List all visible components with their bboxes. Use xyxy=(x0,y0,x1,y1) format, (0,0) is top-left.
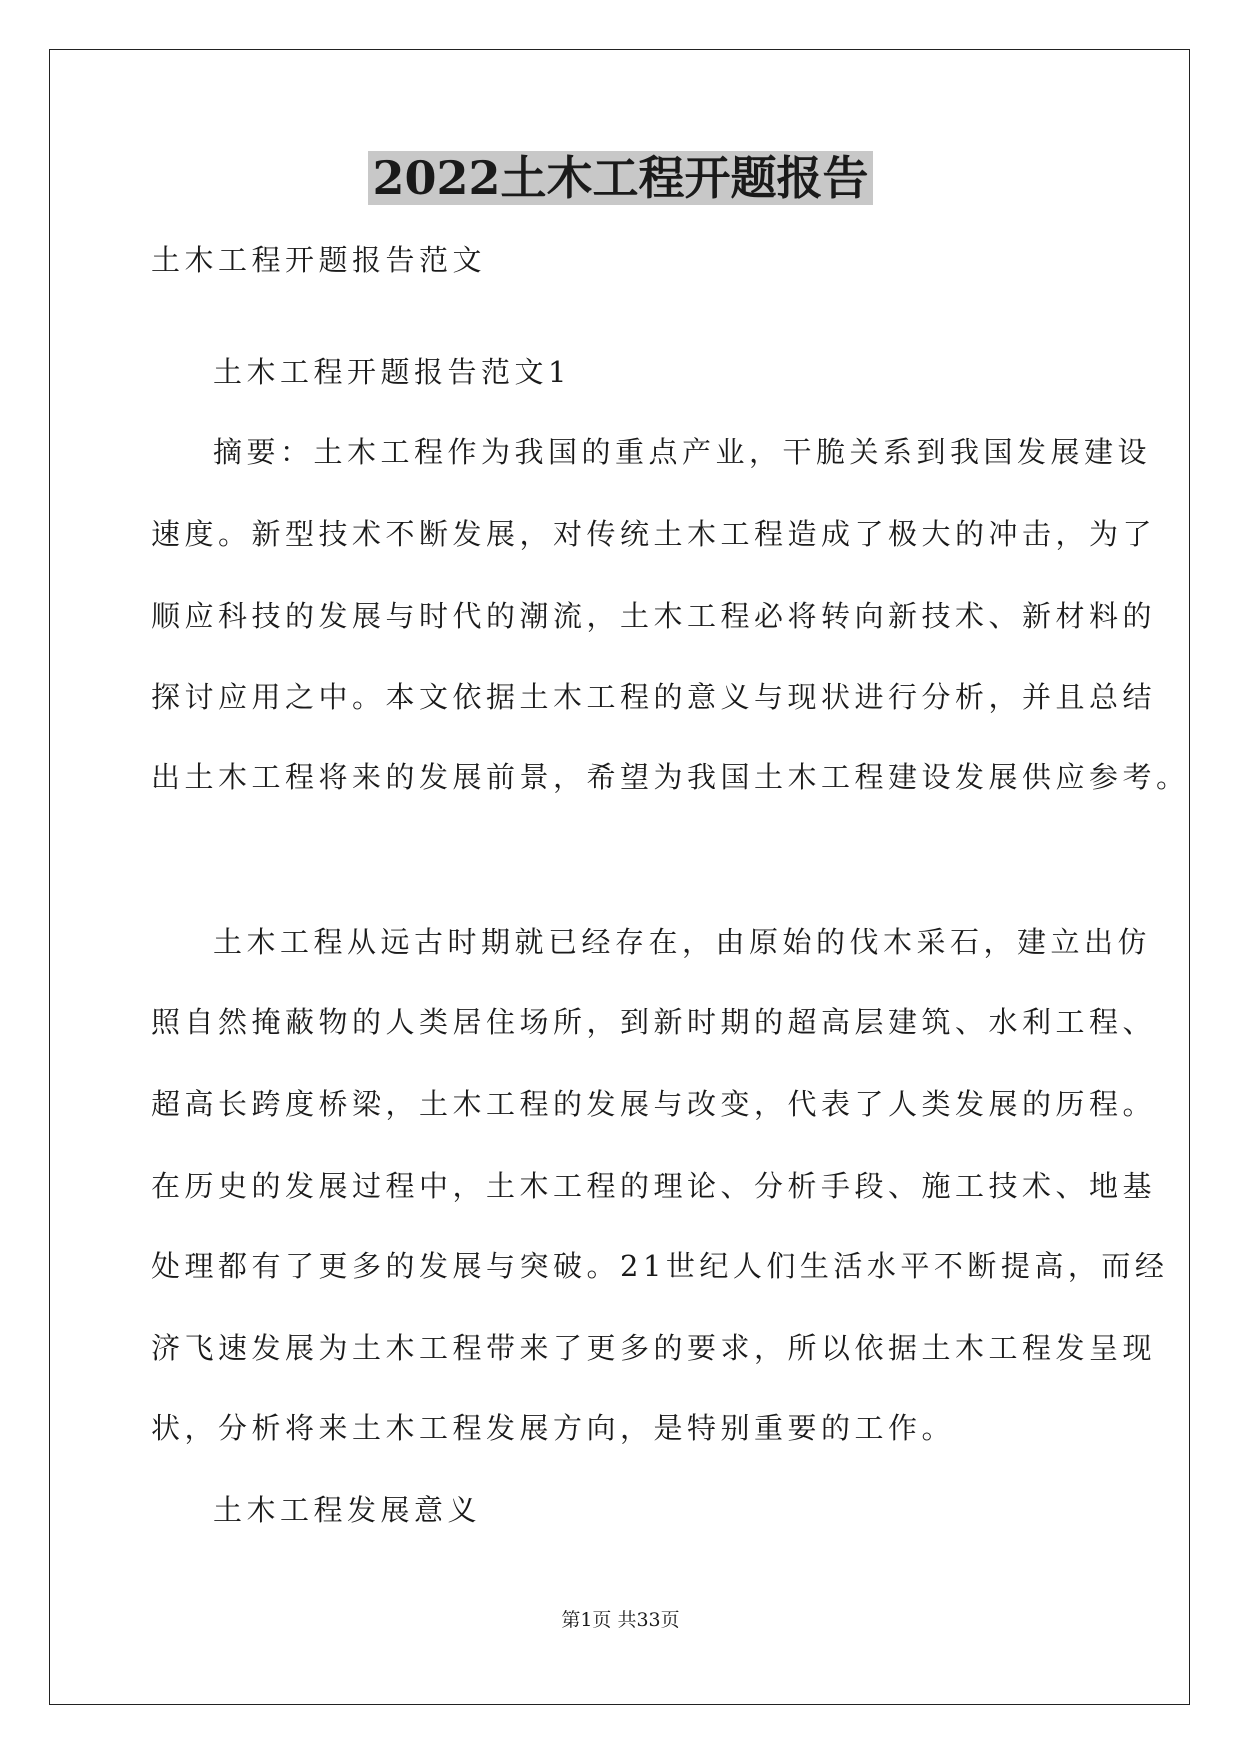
text-line: 状，分析将来土木工程发展方向，是特别重要的工作。 xyxy=(151,1411,956,1445)
text-line: 摘要：土木工程作为我国的重点产业，干脆关系到我国发展建设 xyxy=(213,435,1152,469)
page-footer: 第1页 共33页 xyxy=(561,1609,680,1631)
text-line: 照自然掩蔽物的人类居住场所，到新时期的超高层建筑、水利工程、 xyxy=(151,1005,1157,1039)
text-line: 超高长跨度桥梁，土木工程的发展与改变，代表了人类发展的历程。 xyxy=(151,1087,1157,1121)
text-line: 土木工程开题报告范文1 xyxy=(213,355,571,389)
text-line: 济飞速发展为土木工程带来了更多的要求，所以依据土木工程发呈现 xyxy=(151,1331,1157,1365)
text-line: 出土木工程将来的发展前景，希望为我国土木工程建设发展供应参考。 xyxy=(151,760,1190,794)
text-line: 土木工程发展意义 xyxy=(213,1493,482,1527)
text-line: 顺应科技的发展与时代的潮流，土木工程必将转向新技术、新材料的 xyxy=(151,599,1157,633)
text-line: 速度。新型技术不断发展，对传统土木工程造成了极大的冲击，为了 xyxy=(151,517,1157,551)
text-line: 处理都有了更多的发展与突破。21世纪人们生活水平不断提高，而经 xyxy=(151,1249,1169,1283)
page-border xyxy=(49,49,1190,1705)
document-title xyxy=(0,148,1241,208)
text-line: 土木工程从远古时期就已经存在，由原始的伐木采石，建立出仿 xyxy=(213,925,1152,959)
text-line: 探讨应用之中。本文依据土木工程的意义与现状进行分析，并且总结 xyxy=(151,680,1157,714)
text-line: 在历史的发展过程中，土木工程的理论、分析手段、施工技术、地基 xyxy=(151,1169,1157,1203)
text-line: 土木工程开题报告范文 xyxy=(151,243,487,277)
document-title-text: 2022土木工程开题报告 xyxy=(368,151,872,205)
